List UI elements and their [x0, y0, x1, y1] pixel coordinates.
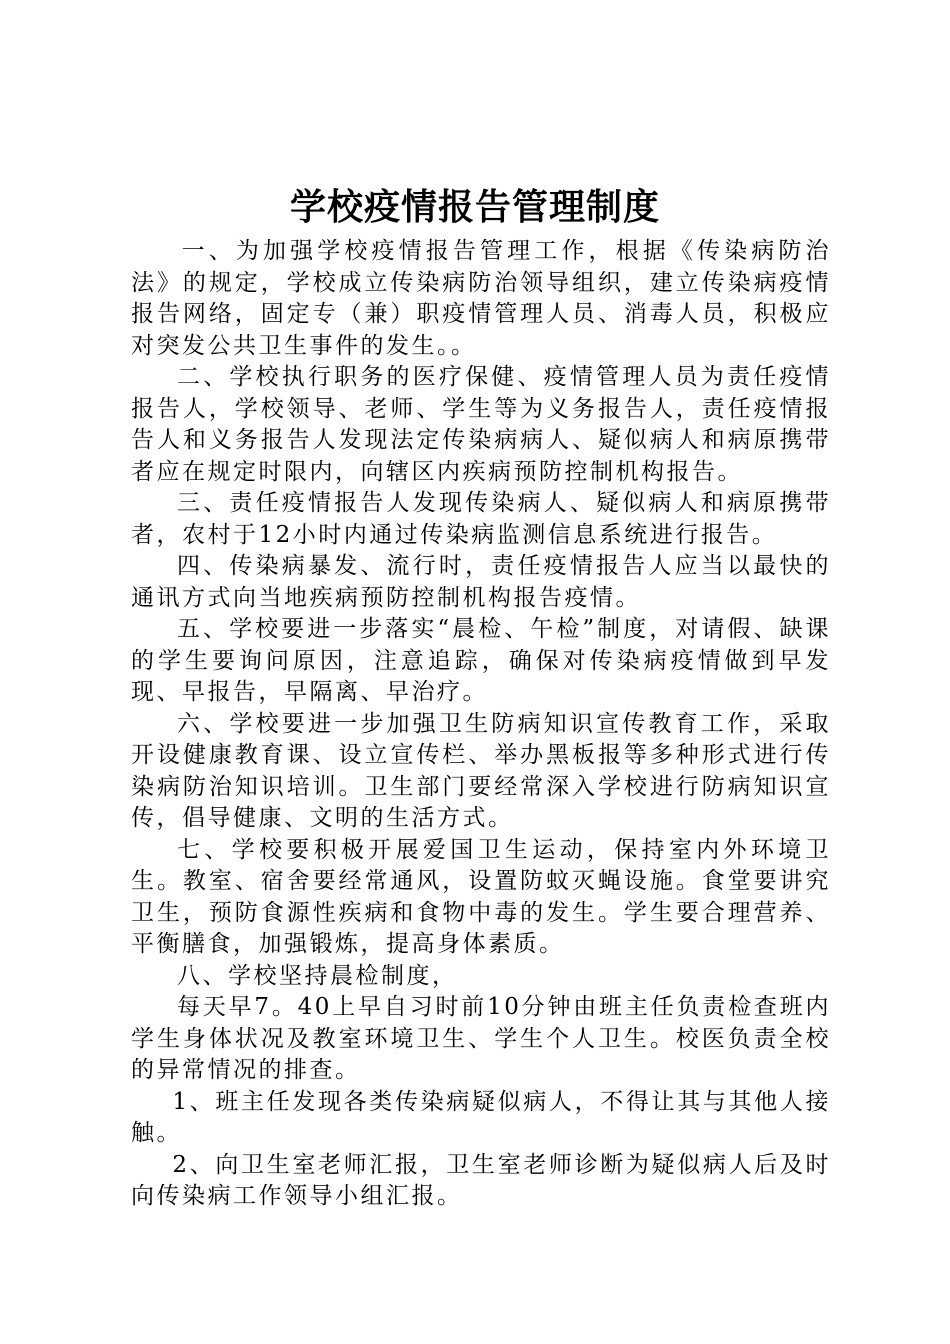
paragraph-10: 1、班主任发现各类传染病疑似病人，不得让其与其他人接触。 [131, 1088, 831, 1146]
document-body [131, 236, 831, 1213]
document-title: 学校疫情报告管理制度 [289, 187, 660, 228]
paragraph-1: 一、为加强学校疫情报告管理工作，根据《传染病防治法》的规定，学校成立传染病防治领导组织，建立传染病疫情报告网络，固定专（兼）职疫情管理人员、消毒人员，积极应对突发公共卫生事件的发生。。 [131, 238, 831, 359]
paragraph-2: 二、学校执行职务的医疗保健、疫情管理人员为责任疫情报告人，学校领导、老师、学生等为义务报告人，责任疫情报告人和义务报告人发现法定传染病病人、疑似病人和病原携带者应在规定时限内，向辖区内疾病预防控制机构报告。 [131, 364, 831, 485]
paragraph-7: 七、学校要积极开展爱国卫生运动，保持室内外环境卫生。教室、宿舍要经常通风，设置防蚊灭蝇设施。食堂要讲究卫生，预防食源性疾病和食物中毒的发生。学生要合理营养、平衡膳食，加强锻炼，提高身体素质。 [131, 836, 831, 957]
paragraph-9: 每天早7。40上早自习时前10分钟由班主任负责检查班内学生身体状况及教室环境卫生、学生个人卫生。校医负责全校的异常情况的排查。 [131, 994, 831, 1083]
paragraph-5: 五、学校要进一步落实“晨检、午检”制度，对请假、缺课的学生要询问原因，注意追踪，确保对传染病疫情做到早发现、早报告，早隔离、早治疗。 [131, 616, 831, 705]
paragraph-6: 六、学校要进一步加强卫生防病知识宣传教育工作，采取开设健康教育课、设立宣传栏、举办黑板报等多种形式进行传染病防治知识培训。卫生部门要经常深入学校进行防病知识宣传，倡导健康、文明的生活方式。 [131, 710, 831, 831]
paragraph-3: 三、责任疫情报告人发现传染病人、疑似病人和病原携带者，农村于12小时内通过传染病监测信息系统进行报告。 [131, 490, 831, 548]
paragraph-8: 八、学校坚持晨检制度， [177, 962, 458, 989]
paragraph-11: 2、向卫生室老师汇报，卫生室老师诊断为疑似病人后及时向传染病工作领导小组汇报。 [131, 1151, 831, 1209]
paragraph-4: 四、传染病暴发、流行时，责任疫情报告人应当以最快的通讯方式向当地疾病预防控制机构报告疫情。 [131, 553, 831, 611]
